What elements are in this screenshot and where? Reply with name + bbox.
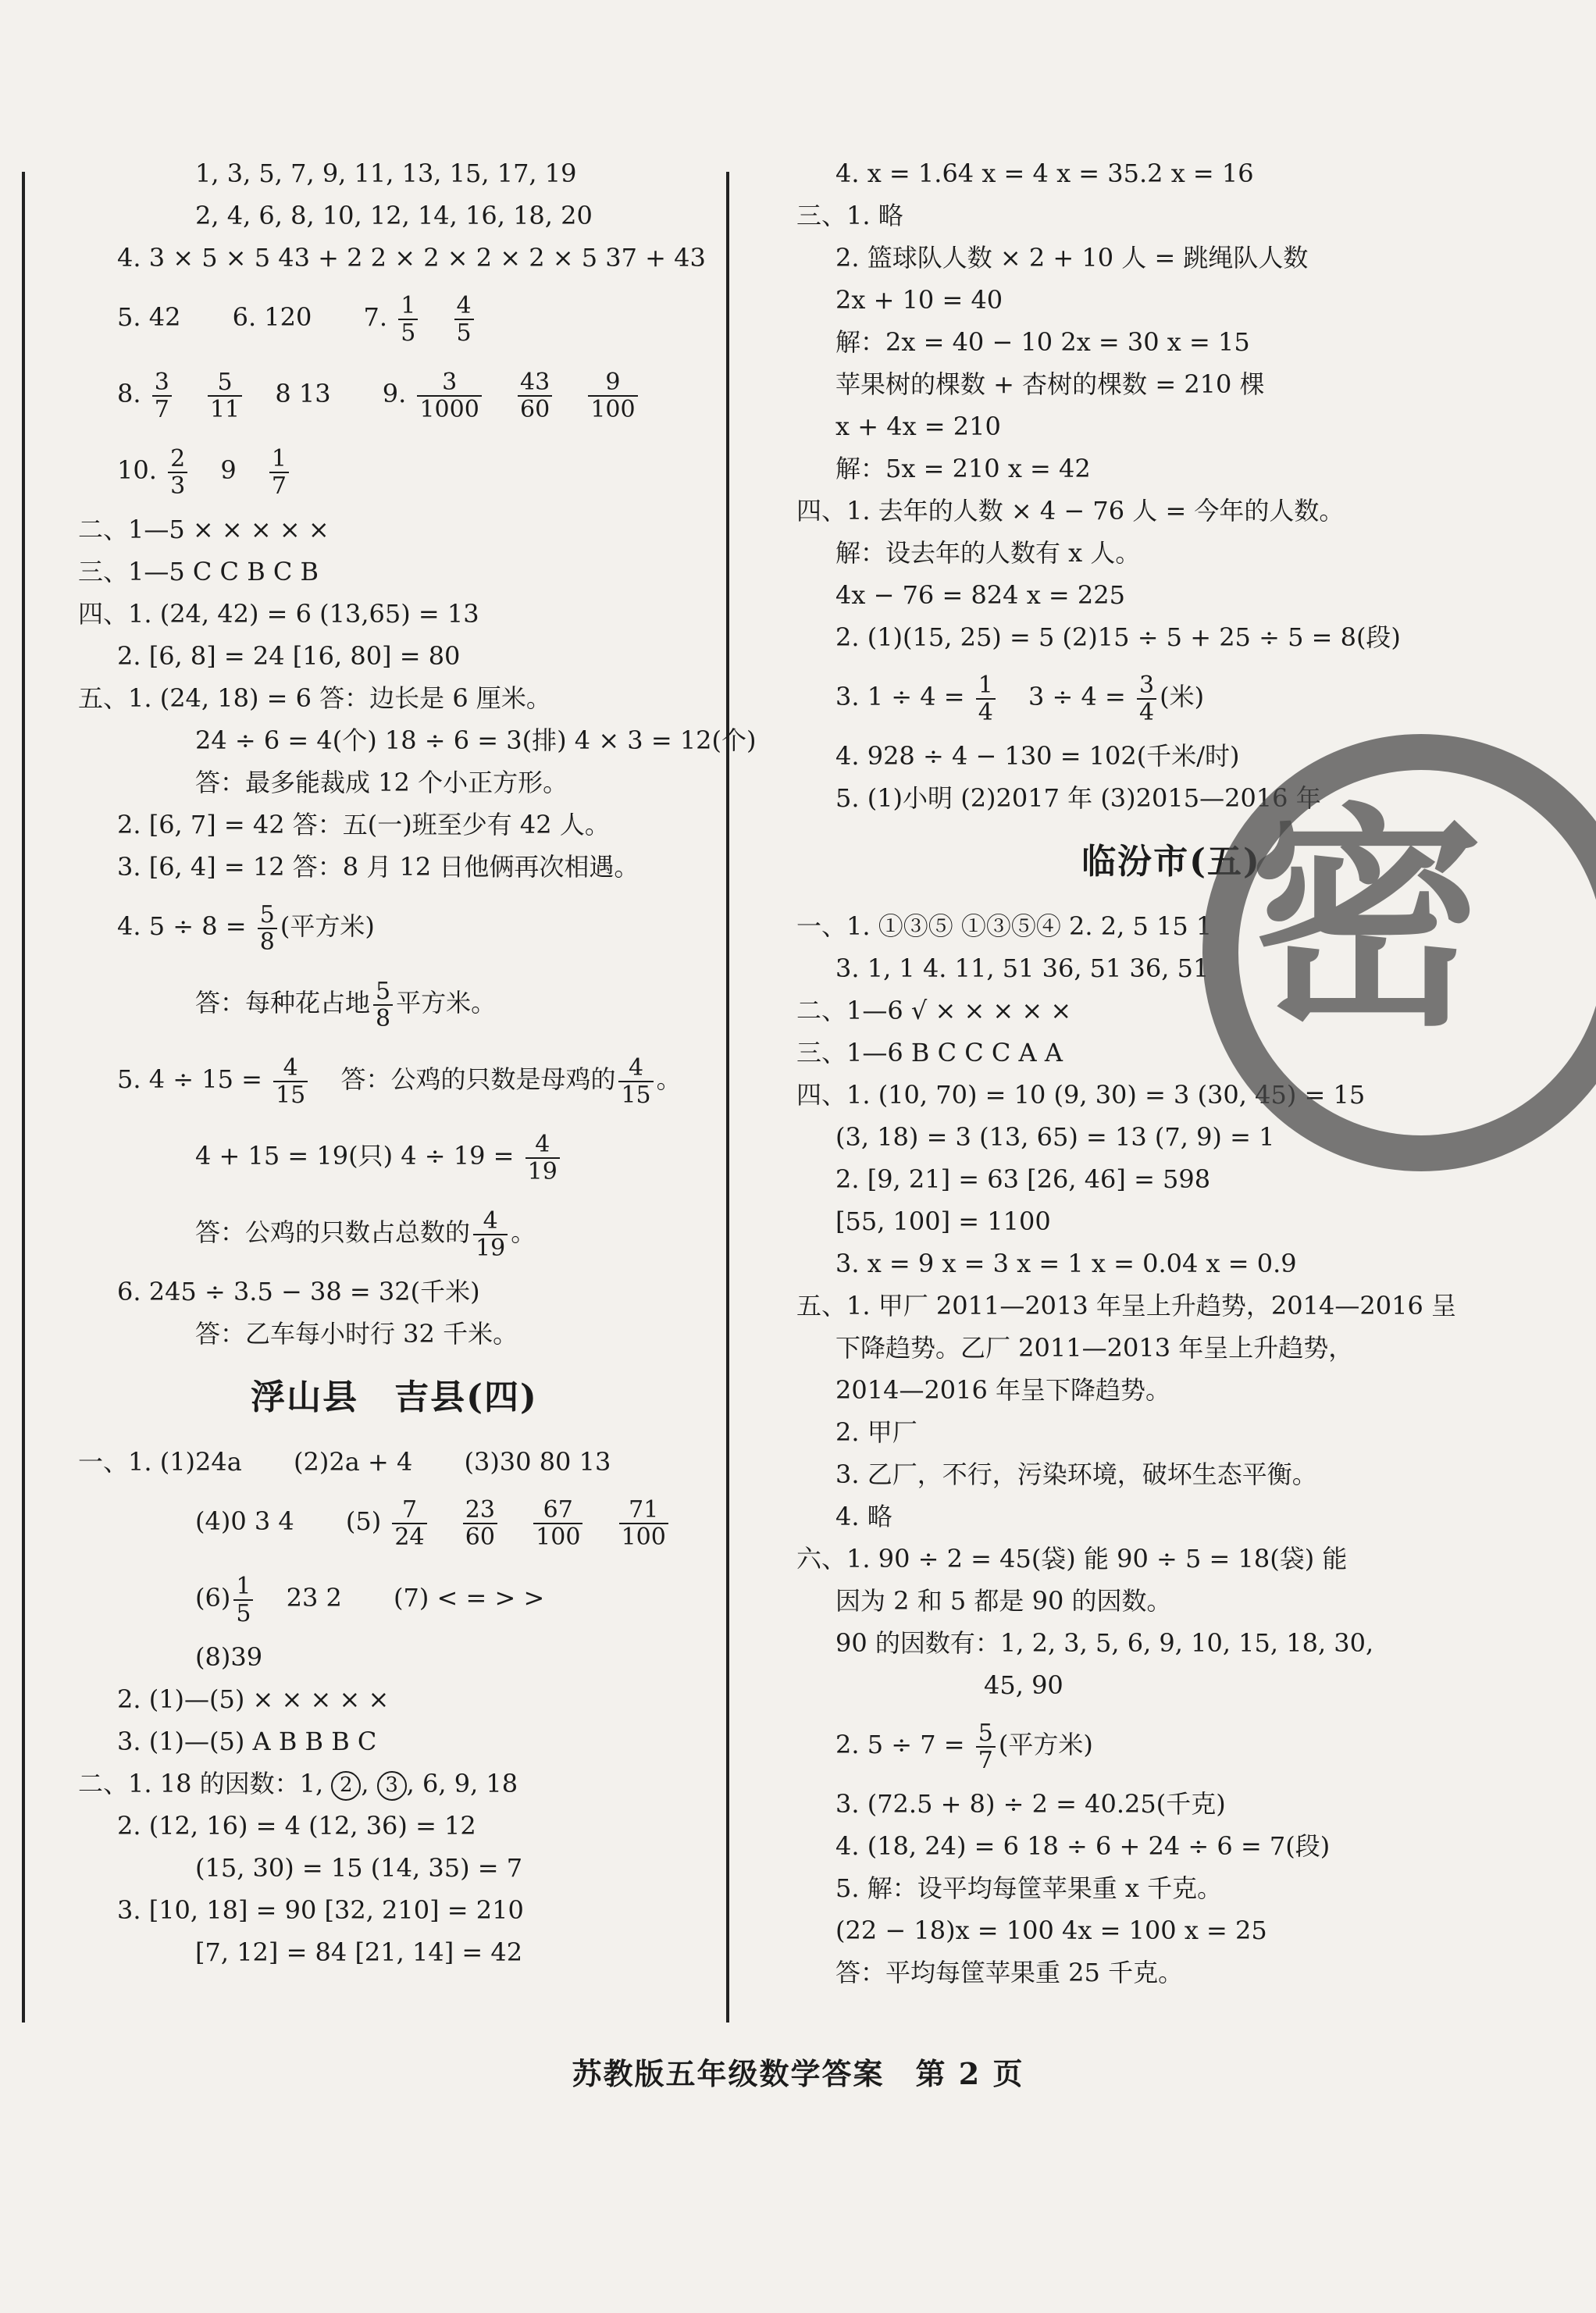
answer-line (78, 1041, 711, 1117)
denominator: 24 (394, 1523, 425, 1551)
answer-line (78, 964, 711, 1041)
text: 答：公鸡的只数是母鸡的 (340, 1064, 616, 1094)
denominator: 19 (476, 1234, 506, 1262)
answer-line (78, 279, 711, 355)
denominator: 3 (170, 472, 186, 500)
answer-line (78, 888, 711, 964)
answer-line: 2. 篮球队人数 × 2 + 10 人 = 跳绳队人数 (835, 243, 1309, 273)
text: (7) < = > > (394, 1583, 545, 1613)
denominator: 100 (621, 1523, 666, 1551)
text: (4)0 3 4 (195, 1506, 294, 1536)
numerator: 3 (1137, 672, 1156, 700)
text: (2)2a + 4 (294, 1447, 413, 1477)
text: 4 + 15 = 19(只) 4 ÷ 19 = (195, 1141, 515, 1171)
answer-line: 2. 甲厂 (835, 1417, 917, 1447)
denominator: 8 (259, 928, 275, 956)
answer-line: 答：最多能裁成 12 个小正方形。 (195, 768, 568, 797)
numerator: 23 (463, 1497, 497, 1524)
answer-line: 四、1. (24, 42) = 6 (13,65) = 13 (78, 599, 479, 629)
numerator: 9 (588, 369, 637, 397)
fraction (233, 1573, 253, 1627)
stamp-character: 密 (1249, 785, 1484, 1057)
answer-line: 二、1—5 × × × × × (78, 515, 330, 544)
answer-line: 4. 3 × 5 × 5 43 + 2 2 × 2 × 2 × 2 × 5 37 + 43 (117, 243, 706, 273)
text: 10. (117, 455, 157, 485)
answer-line: 45, 90 (984, 1670, 1063, 1700)
answer-line: [55, 100] = 1100 (835, 1206, 1051, 1236)
fraction (976, 1720, 996, 1773)
fraction (619, 1497, 668, 1550)
answer-line: 3. 乙厂，不行，污染环境，破坏生态平衡。 (835, 1459, 1317, 1489)
numerator: 67 (533, 1497, 582, 1524)
text: 平方米。 (396, 988, 497, 1018)
answer-line: 2. (12, 16) = 4 (12, 36) = 12 (117, 1811, 476, 1841)
answer-line: 2. [6, 8] = 24 [16, 80] = 80 (117, 641, 461, 671)
answer-line: 2. [6, 7] = 42 答：五(一)班至少有 42 人。 (117, 810, 610, 839)
text: 答：公鸡的只数占总数的 (195, 1217, 471, 1247)
fraction (392, 1497, 426, 1550)
answer-line: (3, 18) = 3 (13, 65) = 13 (7, 9) = 1 (835, 1122, 1275, 1152)
answer-line: 2. (1)(15, 25) = 5 (2)15 ÷ 5 + 25 ÷ 5 = 8(段) (835, 622, 1401, 652)
numerator: 4 (273, 1055, 308, 1082)
answer-line: 4. 928 ÷ 4 − 130 = 102(千米/时) (835, 741, 1240, 771)
numerator: 4 (473, 1208, 508, 1235)
page-footer: 苏教版五年级数学答案 第 2 页 (572, 2056, 1024, 2091)
fraction (976, 672, 996, 725)
answer-line (796, 1706, 1546, 1783)
fraction (618, 1055, 653, 1108)
denominator: 4 (1139, 698, 1155, 726)
answer-line: 苹果树的棵数 + 杏树的棵数 = 210 棵 (835, 369, 1265, 399)
answer-line (78, 432, 711, 508)
text: 8 13 (275, 379, 331, 408)
answer-line: 5. (1)小明 (2)2017 年 (3)2015—2016 年 (835, 783, 1321, 813)
fraction (273, 1055, 308, 1108)
text: (米) (1160, 682, 1205, 711)
text: 一、1. (1)24a (78, 1447, 242, 1477)
numerator: 1 (976, 672, 996, 700)
text: 5. 42 (117, 302, 181, 332)
answer-line (78, 1483, 711, 1559)
denominator: 100 (536, 1523, 581, 1551)
fraction (417, 369, 481, 422)
text: (3)30 80 13 (464, 1447, 611, 1477)
answer-line (78, 355, 711, 432)
left-column (78, 152, 757, 1973)
numerator: 5 (258, 902, 277, 929)
fraction (168, 446, 187, 499)
answer-line: 四、1. (10, 70) = 10 (9, 30) = 3 (30, 45) = 15 (796, 1080, 1366, 1110)
middle-column-rule (726, 172, 729, 2023)
answer-line: 3. [10, 18] = 90 [32, 210] = 210 (117, 1895, 524, 1925)
answer-line: 4x − 76 = 824 x = 225 (835, 580, 1125, 610)
answer-line: 90 的因数有：1, 2, 3, 5, 6, 9, 10, 15, 18, 30, (835, 1628, 1374, 1658)
text: 9 (220, 455, 237, 485)
denominator: 60 (465, 1523, 495, 1551)
denominator: 4 (978, 698, 993, 726)
text: 二、1. 18 的因数：1, (78, 1769, 324, 1798)
numerator: 1 (269, 446, 289, 473)
answer-line: 2, 4, 6, 8, 10, 12, 14, 16, 18, 20 (195, 201, 593, 230)
text: 23 2 (286, 1583, 342, 1613)
answer-line: 3. x = 9 x = 3 x = 1 x = 0.04 x = 0.9 (835, 1249, 1297, 1278)
answer-line: 解：设去年的人数有 x 人。 (835, 538, 1141, 568)
answer-line: 3. (1)—(5) A B B B C (117, 1727, 377, 1756)
answer-line: 三、1—5 C C B C B (78, 557, 319, 586)
circled-number: 2 (331, 1771, 361, 1801)
denominator: 11 (209, 395, 240, 423)
text: 。 (511, 1217, 536, 1247)
numerator: 5 (208, 369, 242, 397)
text: 3. 1 ÷ 4 = (835, 682, 965, 711)
denominator: 5 (456, 319, 472, 347)
answer-line: (8)39 (195, 1642, 263, 1672)
fraction (525, 1132, 560, 1185)
fraction (518, 369, 552, 422)
fraction (373, 978, 393, 1032)
denominator: 1000 (419, 395, 479, 423)
fraction (454, 293, 474, 346)
numerator: 3 (417, 369, 481, 397)
section-title: 浮山县 吉县(四) (251, 1377, 538, 1417)
text: (平方米) (998, 1730, 1093, 1759)
text: (5) (345, 1506, 382, 1536)
denominator: 7 (154, 395, 169, 423)
fraction (398, 293, 418, 346)
text: 9. (382, 379, 407, 408)
numerator: 5 (373, 978, 393, 1006)
answer-line: 3. (72.5 + 8) ÷ 2 = 40.25(千克) (835, 1789, 1226, 1819)
answer-line: 五、1. (24, 18) = 6 答：边长是 6 厘米。 (78, 683, 551, 713)
text: 答：每种花占地 (195, 988, 371, 1018)
denominator: 100 (590, 395, 636, 423)
answer-line (78, 1559, 711, 1636)
fraction (463, 1497, 497, 1550)
answer-line: 二、1. 18 的因数：1, 2 , 3 , 6, 9, 18 (78, 1762, 711, 1805)
denominator: 60 (519, 395, 550, 423)
denominator: 7 (271, 472, 287, 500)
answer-line: 三、1—6 B C C C A A (796, 1038, 1063, 1067)
fraction (1137, 672, 1156, 725)
text: 6. 120 (232, 302, 312, 332)
answer-line: 2x + 10 = 40 (835, 285, 1003, 315)
text: 4. 5 ÷ 8 = (117, 911, 247, 941)
denominator: 8 (376, 1004, 391, 1032)
answer-line: 因为 2 和 5 都是 90 的因数。 (835, 1586, 1172, 1616)
numerator: 1 (233, 1573, 253, 1601)
numerator: 1 (398, 293, 418, 320)
answer-line: 五、1. 甲厂 2011—2013 年呈上升趋势，2014—2016 呈 (796, 1291, 1456, 1320)
fraction (473, 1208, 508, 1261)
answer-line: 四、1. 去年的人数 × 4 − 76 人 = 今年的人数。 (796, 496, 1345, 526)
fraction (588, 369, 637, 422)
answer-line (78, 1194, 711, 1271)
answer-line: x + 4x = 210 (835, 412, 1001, 441)
text: 5. 4 ÷ 15 = (117, 1064, 262, 1094)
answer-line: 4. (18, 24) = 6 18 ÷ 6 + 24 ÷ 6 = 7(段) (835, 1831, 1331, 1861)
answer-line: 一、1. ①③⑤ ①③⑤④ 2. 2, 5 15 1 (796, 911, 1213, 941)
answer-line: 24 ÷ 6 = 4(个) 18 ÷ 6 = 3(排) 4 × 3 = 12(个) (195, 725, 757, 755)
fraction (258, 902, 277, 955)
denominator: 7 (978, 1746, 993, 1774)
fraction (269, 446, 289, 499)
answer-line: 2. [9, 21] = 63 [26, 46] = 598 (835, 1164, 1211, 1194)
answer-line: 下降趋势。乙厂 2011—2013 年呈上升趋势， (835, 1333, 1354, 1363)
answer-line: 4. 略 (835, 1502, 892, 1531)
answer-line: [7, 12] = 84 [21, 14] = 42 (195, 1937, 523, 1967)
denominator: 15 (621, 1081, 651, 1109)
answer-line (78, 1441, 711, 1483)
text: 2. 5 ÷ 7 = (835, 1730, 965, 1759)
answer-line: 答：平均每筐苹果重 25 千克。 (835, 1958, 1184, 1987)
numerator: 3 (152, 369, 172, 397)
answer-line: (22 − 18)x = 100 4x = 100 x = 25 (835, 1916, 1267, 1945)
answer-line: 1, 3, 5, 7, 9, 11, 13, 15, 17, 19 (195, 159, 577, 188)
text: (6) (195, 1583, 231, 1613)
numerator: 43 (518, 369, 552, 397)
answer-line: 答：乙车每小时行 32 千米。 (195, 1319, 518, 1349)
denominator: 15 (276, 1081, 306, 1109)
answer-line: 三、1. 略 (796, 201, 903, 230)
denominator: 5 (401, 319, 416, 347)
text: 。 (656, 1064, 682, 1094)
text: , 6, 9, 18 (406, 1769, 518, 1798)
answer-line: 3. 1, 1 4. 11, 51 36, 51 36, 51 (835, 953, 1209, 983)
answer-line: 4. x = 1.64 x = 4 x = 35.2 x = 16 (835, 159, 1254, 188)
answer-line (796, 658, 1546, 735)
answer-line: 2014—2016 年呈下降趋势。 (835, 1375, 1171, 1405)
circled-number: 3 (377, 1771, 407, 1801)
denominator: 19 (527, 1157, 558, 1185)
answer-line: 解：2x = 40 − 10 2x = 30 x = 15 (835, 327, 1250, 357)
numerator: 7 (392, 1497, 426, 1524)
fraction (208, 369, 242, 422)
numerator: 5 (976, 1720, 996, 1748)
numerator: 4 (618, 1055, 653, 1082)
section-title: 临汾市(五) (1081, 842, 1261, 882)
fraction (152, 369, 172, 422)
answer-line (78, 1117, 711, 1194)
answer-line: 二、1—6 √ × × × × × (796, 996, 1072, 1025)
left-column-rule (22, 172, 25, 2023)
answer-line: 6. 245 ÷ 3.5 − 38 = 32(千米) (117, 1277, 480, 1306)
text: (平方米) (280, 911, 375, 941)
fraction (533, 1497, 582, 1550)
answer-line: 六、1. 90 ÷ 2 = 45(袋) 能 90 ÷ 5 = 18(袋) 能 (796, 1544, 1348, 1573)
answer-line: (15, 30) = 15 (14, 35) = 7 (195, 1853, 523, 1883)
numerator: 2 (168, 446, 187, 473)
numerator: 4 (525, 1132, 560, 1159)
numerator: 4 (454, 293, 474, 320)
text: 7. (363, 302, 388, 332)
denominator: 5 (236, 1599, 251, 1627)
answer-line: 5. 解：设平均每筐苹果重 x 千克。 (835, 1873, 1223, 1903)
text: 8. (117, 379, 141, 408)
answer-line: 2. (1)—(5) × × × × × (117, 1684, 390, 1714)
answer-line: 3. [6, 4] = 12 答：8 月 12 日他俩再次相遇。 (117, 852, 639, 882)
numerator: 71 (619, 1497, 668, 1524)
answer-line: 解：5x = 210 x = 42 (835, 454, 1091, 483)
text: 3 ÷ 4 = (1028, 682, 1126, 711)
